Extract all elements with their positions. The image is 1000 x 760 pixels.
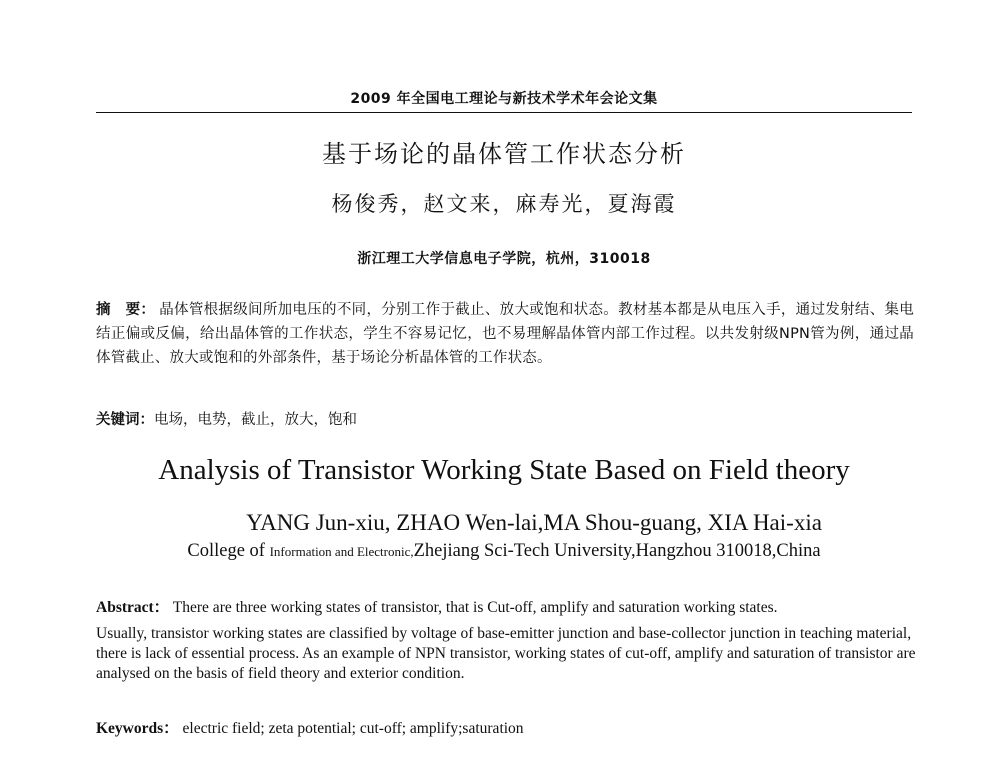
chinese-affiliation: 浙江理工大学信息电子学院，杭州，310018 — [357, 251, 651, 267]
chinese-authors: 杨俊秀，赵文来，麻寿光，夏海霞 — [331, 192, 677, 216]
english-abstract-line1: There are three working states of transistor, that is Cut-off, amplify and saturation working states. — [172, 599, 778, 616]
english-affiliation — [96, 541, 912, 562]
english-title: Analysis of Transistor Working State Based on Field theory — [158, 454, 850, 486]
chinese-keywords — [96, 408, 914, 429]
chinese-abstract-text: 晶体管根据级间所加电压的不同，分别工作于截止、放大或饱和状态。教材基本都是从电压入手，通过发射结、集电结正偏或反偏，给出晶体管的工作状态，学生不容易记忆，也不易理解晶体管内部工作过程。以共发射级NPN管为例，通过晶体管截止、放大或饱和的外部条件，基于场论分析晶体管的工作状态。 — [96, 302, 914, 366]
chinese-keywords-label: 关键词： — [96, 412, 154, 428]
english-keywords-text: electric field; zeta potential; cut-off; amplify;saturation — [182, 720, 524, 737]
running-header: 2009 年全国电工理论与新技术学术年会论文集 — [350, 91, 658, 107]
english-abstract-rest: Usually, transistor working states are classified by voltage of base-emitter junction and base-collector junction in teaching material, there is lack of essential process. As an example of NPN transistor, working states of cut-off, amplify and saturation of transistor are analysed on the basis of field theory and exterior condition. — [96, 625, 916, 682]
english-abstract — [96, 598, 916, 684]
english-affiliation-part2: Information and Electronic, — [269, 544, 414, 559]
english-affiliation-part1: College of — [187, 541, 270, 561]
english-affiliation-part3: Zhejiang Sci-Tech University,Hangzhou 310018,China — [413, 541, 821, 561]
english-abstract-label: Abstract： — [96, 599, 170, 616]
chinese-abstract-label: 摘 要： — [96, 302, 156, 318]
english-authors: YANG Jun-xiu, ZHAO Wen-lai,MA Shou-guang, XIA Hai-xia — [246, 510, 822, 535]
english-abstract-first-line — [96, 598, 916, 618]
chinese-abstract — [96, 298, 914, 370]
header-rule — [96, 112, 912, 113]
english-keywords — [96, 716, 912, 738]
english-keywords-label: Keywords： — [96, 720, 179, 737]
chinese-title: 基于场论的晶体管工作状态分析 — [322, 140, 686, 168]
chinese-keywords-text: 电场，电势，截止，放大，饱和 — [154, 412, 357, 428]
